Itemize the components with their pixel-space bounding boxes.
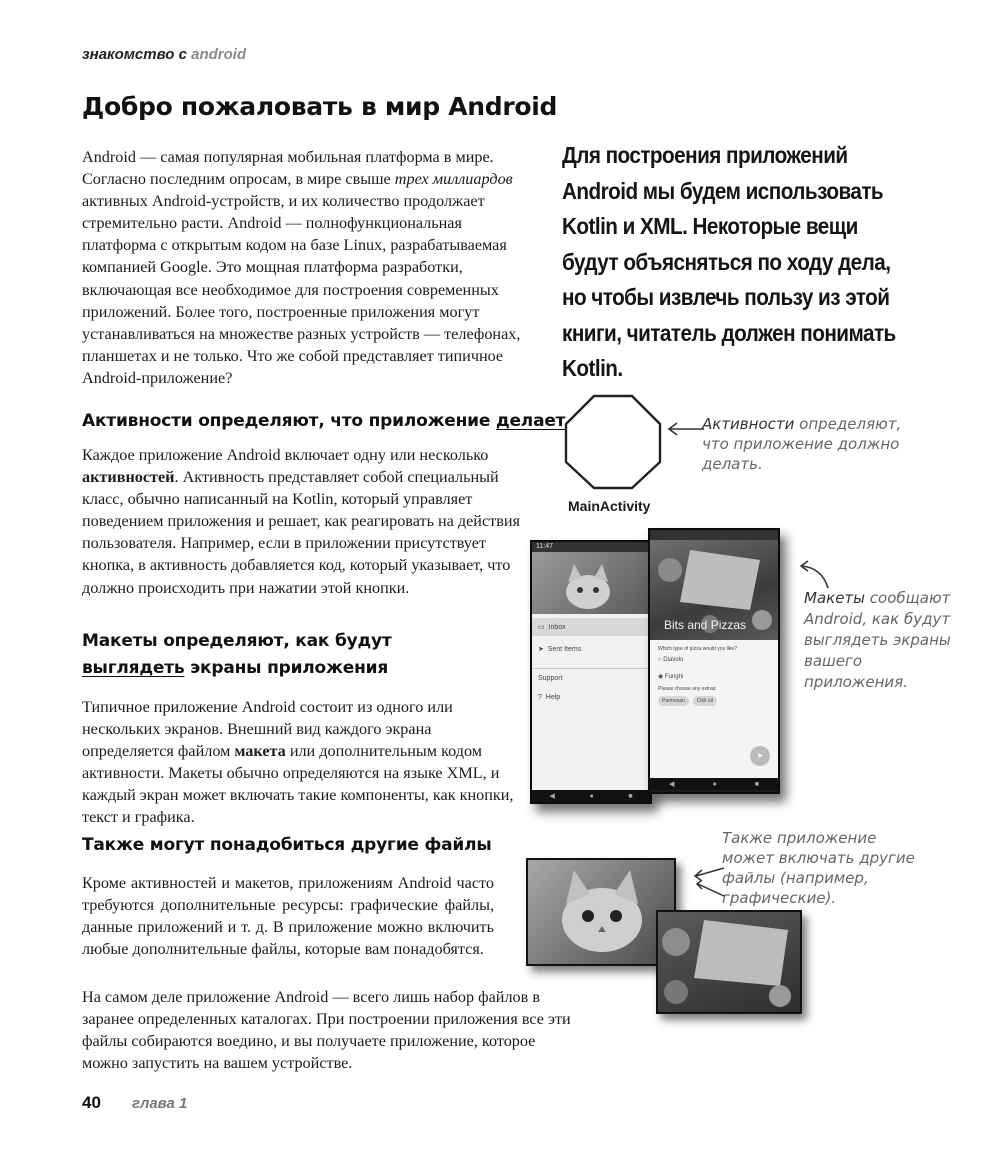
- double-arrow-icon: [690, 862, 730, 902]
- activities-text-2: . Активность представляет собой специальный класс, обычно написанный на Kotlin, который управляет поведением приложения и решает, как реагировать на действия пользователя. Например, если в приложении присутствует кнопка, в активность добавляется код, который указывает, что должно происходить при нажатии этой кнопки.: [82, 468, 520, 597]
- radio-diavolo-label: Diavolo: [663, 657, 684, 663]
- radio-funghi-label: Funghi: [664, 674, 684, 680]
- nav-recent-icon[interactable]: ■: [628, 792, 633, 800]
- layouts-text-1: Типичное приложение Android состоит из одного или нескольких экранов. Внешний вид каждого экрана определяется файлом: [82, 698, 453, 761]
- files-paragraph: Кроме активностей и макетов, приложениям Android часто требуются дополнительные ресурсы: графические файлы, данные приложений и т. д. В приложение можно включить любые дополнительные файлы, которые вам понадобятся.: [82, 874, 494, 959]
- phone-2-content: [650, 640, 778, 778]
- extras-label: Please choose any extras:: [658, 686, 717, 692]
- files-heading: Также могут понадобиться другие файлы: [82, 835, 492, 855]
- kitten-resource-image: [526, 858, 676, 966]
- curved-arrow-icon: [796, 560, 836, 590]
- nav-recent-icon-2[interactable]: ■: [754, 780, 759, 788]
- page-title: Добро пожаловать в мир Android: [82, 92, 558, 121]
- files-annotation: Также приложение может включать другие файлы (например, графические).: [722, 829, 915, 907]
- layouts-heading-line-1: Макеты определяют, как будут: [82, 631, 392, 651]
- fab-send-icon[interactable]: ➤: [750, 746, 770, 766]
- intro-paragraph: [82, 146, 522, 389]
- drawer-item-inbox[interactable]: ▭ Inbox: [532, 618, 650, 636]
- layouts-bold-term: макета: [234, 742, 286, 761]
- nav-back-icon-2[interactable]: ◀: [669, 780, 675, 788]
- drawer-item-help[interactable]: ? Help: [538, 694, 561, 701]
- layouts-annotation: [804, 588, 954, 693]
- phone-1-nav-bar: [532, 790, 650, 802]
- chapter-label: глава 1: [132, 1095, 188, 1112]
- pizza-question: Which type of pizza would you like?: [658, 646, 737, 652]
- pizza-photo-icon: [658, 912, 800, 1012]
- layouts-paragraph: [82, 696, 522, 829]
- main-activity-label: MainActivity: [568, 498, 651, 514]
- nav-home-icon-2[interactable]: ●: [712, 780, 717, 788]
- activities-annotation-strong: Активности: [702, 415, 795, 433]
- radio-funghi[interactable]: ◉ Funghi: [658, 674, 684, 680]
- layouts-heading-underlined: выглядеть: [82, 658, 185, 678]
- phone-mockup-drawer: [530, 540, 652, 804]
- drawer-item-inbox-label: Inbox: [548, 624, 566, 631]
- page-number: 40: [82, 1093, 101, 1112]
- activity-octagon-diagram: [560, 392, 666, 492]
- phone-2-status-bar: [650, 530, 778, 540]
- layouts-heading-line-2: [82, 655, 392, 682]
- kitten-image-icon: [558, 560, 618, 610]
- nav-back-icon[interactable]: ◀: [549, 792, 555, 800]
- running-header-highlight: android: [191, 46, 247, 63]
- running-header-prefix: знакомство с: [82, 46, 192, 63]
- phone-1-header-photo: [532, 552, 650, 614]
- activities-text-1: Каждое приложение Android включает одну или несколько: [82, 446, 489, 464]
- nav-home-icon[interactable]: ●: [589, 792, 594, 800]
- pizza-resource-image: [656, 910, 802, 1014]
- phone-1-drawer-menu: [532, 614, 650, 790]
- activities-bold-term: активностей: [82, 468, 175, 487]
- pizza-app-title: Bits and Pizzas: [664, 618, 747, 632]
- drawer-item-sent-label: Sent Items: [547, 646, 582, 653]
- drawer-section-support: Support: [532, 668, 650, 685]
- arrow-left-icon: [666, 418, 706, 438]
- extras-chips: [658, 696, 770, 706]
- chip-parmesan[interactable]: Parmesan: [658, 696, 689, 706]
- activities-heading-text: Активности определяют, что приложение: [82, 411, 496, 431]
- activities-heading: [82, 408, 565, 435]
- running-header: [82, 46, 246, 63]
- layouts-annotation-text: сообщают Android, как будут выглядеть экраны вашего приложения.: [804, 589, 951, 691]
- kitten-photo-icon: [528, 860, 674, 964]
- layouts-annotation-strong: Макеты: [804, 589, 866, 607]
- activities-annotation: [702, 414, 912, 474]
- kotlin-callout: Для построения приложений Android мы будем использовать Kotlin и XML. Некоторые вещи будут объясняться по ходу дела, но чтобы извлечь пользу из этой книги, читатель должен понимать Kotlin.: [562, 142, 896, 381]
- closing-paragraph: На самом деле приложение Android — всего лишь набор файлов в заранее определенных каталогах. При построении приложения все эти файлы собираются воедино, и вы получаете приложение, которое можно запустить на вашем устройстве.: [82, 988, 571, 1073]
- intro-text-1: Android — самая популярная мобильная платформа в мире. Согласно последним опросам, в мире свыше: [82, 148, 494, 189]
- phone-2-banner-image: [650, 540, 778, 640]
- drawer-item-help-label: Help: [545, 694, 561, 701]
- activities-annotation-text: определяют, что приложение должно делать.: [702, 415, 902, 473]
- chip-chili-oil[interactable]: Chili oil: [693, 696, 717, 706]
- phone-mockup-pizza: [648, 528, 780, 794]
- layouts-text-2: или дополнительным кодом активности. Макеты обычно определяются на языке XML, и каждый экран может включать такие компоненты, как кнопки, текст и графика.: [82, 742, 514, 827]
- phone-1-status-bar: [532, 542, 650, 552]
- activities-heading-underlined: делает: [495, 411, 566, 431]
- intro-emphasis: трех миллиардов: [394, 170, 513, 189]
- activities-paragraph: [82, 444, 522, 599]
- radio-diavolo[interactable]: ○ Diavolo: [658, 657, 684, 663]
- layouts-heading-rest: экраны приложения: [184, 658, 389, 678]
- phone-1-time: 11:47: [536, 543, 553, 550]
- layouts-heading: [82, 628, 392, 682]
- drawer-item-sent[interactable]: ➤ Sent Items: [538, 646, 582, 653]
- intro-text-2: активных Android-устройств, и их количество продолжает стремительно расти. Android — полнофункциональная платформа с открытым кодом на базе Linux, разрабатываемая компанией Google. Это мощная платформа разработки, включающая все необходимое для построения современных приложений. Более того, построенные приложения могут устанавливаться на множестве разных устройств — телефонах, планшетах и не только. Что же собой представляет типичное Android-приложение?: [82, 192, 521, 387]
- phone-2-nav-bar: [650, 778, 778, 790]
